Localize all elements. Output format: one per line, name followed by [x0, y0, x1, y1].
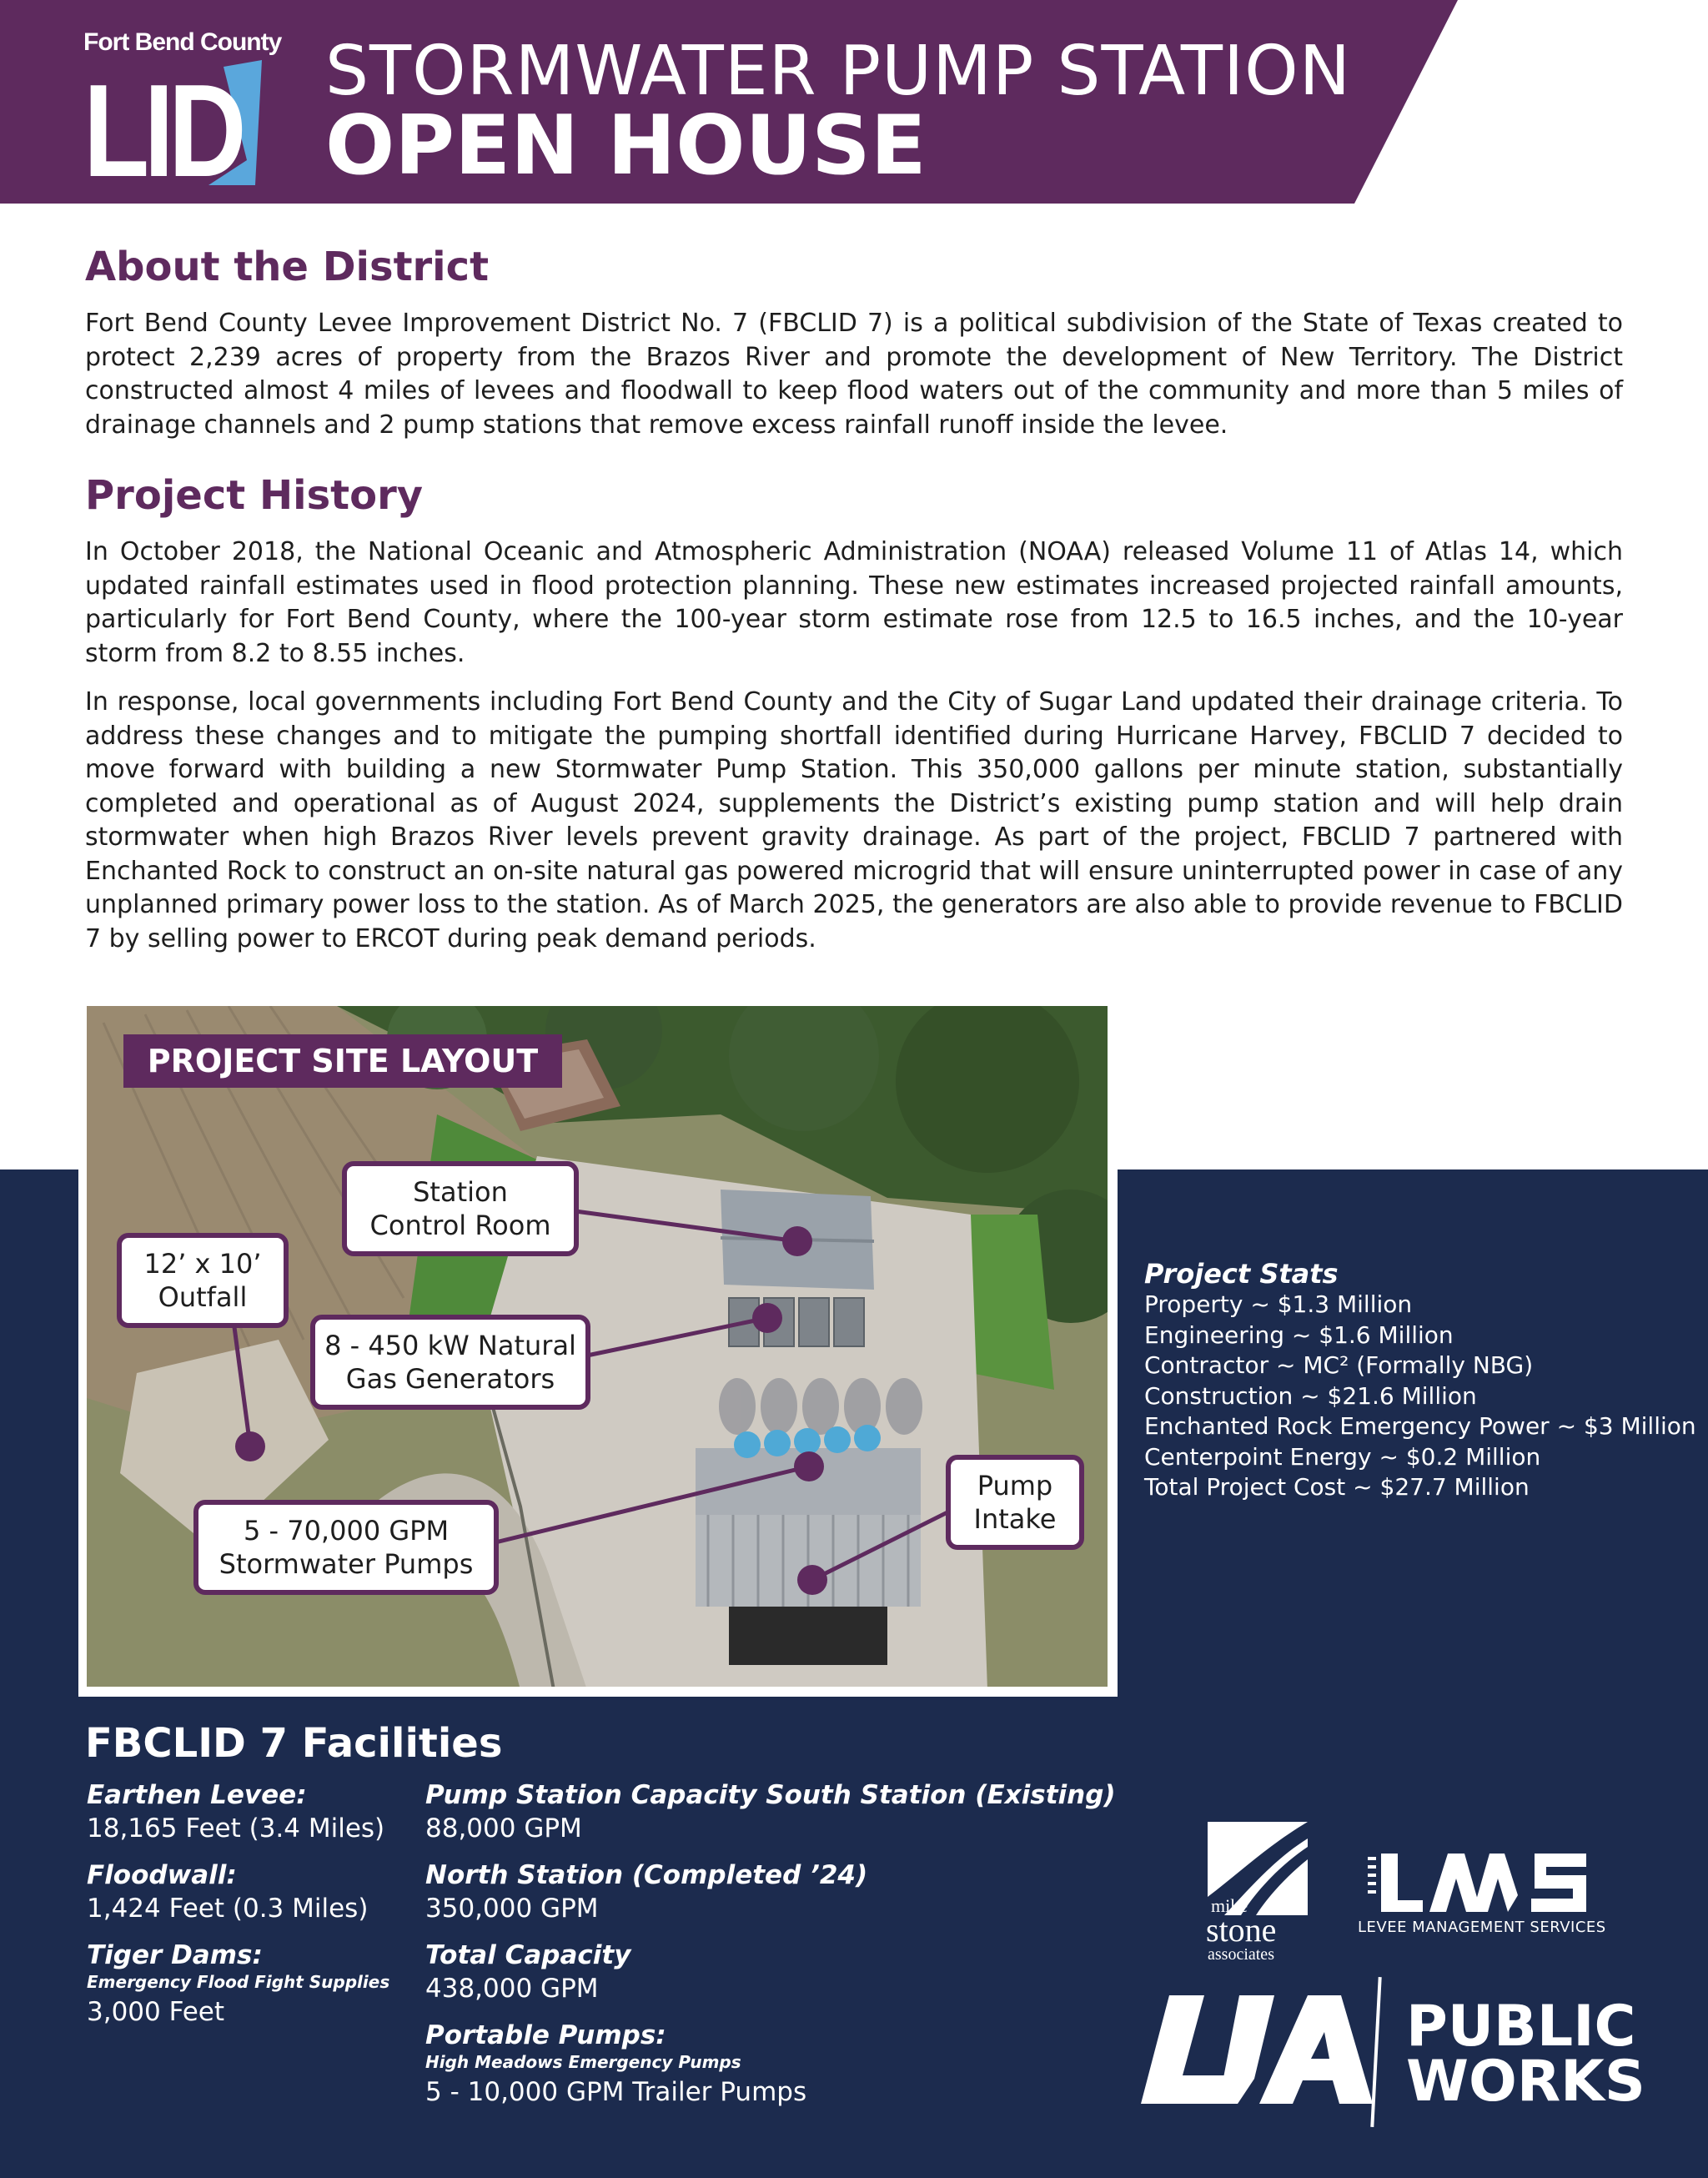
callout-generators-line1: 8 - 450 kW Natural — [324, 1330, 576, 1361]
history-heading: Project History — [85, 472, 424, 519]
total-capacity-value: 438,000 GPM — [425, 1974, 599, 2004]
project-stats-title: Project Stats — [1144, 1258, 1339, 1290]
facilities-heading: FBCLID 7 Facilities — [85, 1720, 503, 1767]
callout-generators — [310, 1315, 590, 1410]
north-station-label: North Station (Completed ’24) — [425, 1860, 868, 1890]
page-title-line1: STORMWATER PUMP STATION — [325, 32, 1352, 111]
lms-tagline: LEVEE MANAGEMENT SERVICES — [1358, 1919, 1606, 1936]
public-works-line1: PUBLIC — [1406, 1994, 1636, 2060]
callout-control-room-line1: Station — [413, 1176, 508, 1208]
north-station-value: 350,000 GPM — [425, 1894, 599, 1924]
logo-letters: LID — [83, 58, 242, 204]
fbclid-logo — [83, 28, 282, 204]
tiger-dams-sub: Emergency Flood Fight Supplies — [87, 1972, 390, 1992]
callout-control-room-line2: Control Room — [369, 1210, 551, 1241]
total-capacity-label: Total Capacity — [425, 1940, 631, 1970]
history-paragraph-2: In response, local governments including Fort Bend County and the City of Sugar Land updated their drainage criteria. To address these changes and to mitigate the pumping shortfall identified during Hurricane Harvey, FBCLID 7 decided to move forward with building a new Stormwater Pump Station. This 350,000 gallons per minute station, substantially completed and operational as of August 2024, supplements the District’s existing pump station and will help drain stormwater when high Brazos River levels prevent gravity drainage. As part of the project, FBCLID 7 partnered with Enchanted Rock to construct an on-site natural gas powered microgrid that will ensure uninterrupted power in case of any unplanned primary power loss to the station. As of March 2025, the generators are also able to provide revenue to FBCLID 7 by selling power to ERCOT during peak demand periods. — [85, 687, 1623, 953]
msa-text-stone: stone — [1206, 1911, 1277, 1949]
project-stats — [1144, 1258, 1696, 1503]
about-paragraph: Fort Bend County Levee Improvement District No. 7 (FBCLID 7) is a political subdivision of the State of Texas created to protect 2,239 acres of property from the Brazos River and promote the development of New Territory. The District constructed almost 4 miles of levees and floodwall to keep flood waters out of the community and more than 5 miles of drainage channels and 2 pump stations that remove excess rainfall runoff inside the levee. — [85, 309, 1623, 440]
tiger-dams-label: Tiger Dams: — [87, 1940, 263, 1970]
stat-contractor: Contractor ~ MC² (Formally NBG) — [1144, 1351, 1534, 1379]
floodwall-label: Floodwall: — [87, 1860, 237, 1890]
stat-property: Property ~ $1.3 Million — [1144, 1290, 1413, 1318]
callout-control-room — [342, 1161, 579, 1256]
floodwall-value: 1,424 Feet (0.3 Miles) — [87, 1894, 369, 1924]
lms-logo — [1368, 1854, 1586, 1917]
site-layout-title: PROJECT SITE LAYOUT — [147, 1043, 539, 1079]
callout-intake-line2: Intake — [973, 1503, 1057, 1535]
callout-intake — [946, 1455, 1084, 1550]
portable-pumps-sub: High Meadows Emergency Pumps — [425, 2052, 741, 2072]
callout-outfall — [117, 1233, 289, 1328]
stat-total-cost: Total Project Cost ~ $27.7 Million — [1144, 1473, 1530, 1501]
stat-emergency-power: Enchanted Rock Emergency Power ~ $3 Million — [1144, 1412, 1696, 1440]
south-station-label: Pump Station Capacity South Station (Existing) — [425, 1780, 1116, 1810]
earthen-levee-label: Earthen Levee: — [87, 1780, 307, 1810]
callout-pumps-line2: Stormwater Pumps — [219, 1548, 474, 1580]
callout-generators-line2: Gas Generators — [345, 1363, 555, 1395]
south-station-value: 88,000 GPM — [425, 1813, 582, 1844]
callout-pumps — [193, 1500, 499, 1595]
earthen-levee-value: 18,165 Feet (3.4 Miles) — [87, 1813, 385, 1844]
stat-engineering: Engineering ~ $1.6 Million — [1144, 1320, 1454, 1349]
public-works-line2: WORKS — [1406, 2049, 1645, 2115]
callout-intake-line1: Pump — [977, 1470, 1053, 1501]
stat-centerpoint: Centerpoint Energy ~ $0.2 Million — [1144, 1442, 1541, 1471]
msa-text-associates: associates — [1208, 1945, 1274, 1964]
stat-construction: Construction ~ $21.6 Million — [1144, 1381, 1477, 1410]
tiger-dams-value: 3,000 Feet — [87, 1997, 225, 2027]
logo-county-text: Fort Bend County — [83, 28, 282, 56]
callout-outfall-line1: 12’ x 10’ — [143, 1248, 262, 1280]
page-title-line2: OPEN HOUSE — [325, 98, 927, 194]
callout-outfall-line2: Outfall — [158, 1281, 248, 1313]
msa-text-mike: mike — [1211, 1895, 1248, 1916]
portable-pumps-value: 5 - 10,000 GPM Trailer Pumps — [425, 2077, 807, 2107]
callout-pumps-line1: 5 - 70,000 GPM — [243, 1515, 450, 1547]
portable-pumps-label: Portable Pumps: — [425, 2020, 666, 2050]
lja-logo — [1141, 1995, 1373, 2104]
about-heading: About the District — [85, 244, 490, 290]
history-paragraph-1: In October 2018, the National Oceanic and Atmospheric Administration (NOAA) released Volume 11 of Atlas 14, which updated rainfall estimates used in flood protection planning. These new estimates increased projected rainfall amounts, particularly for Fort Bend County, where the 100-year storm estimate rose from 12.5 to 16.5 inches, and the 10-year storm from 8.2 to 8.55 inches. — [85, 537, 1623, 668]
